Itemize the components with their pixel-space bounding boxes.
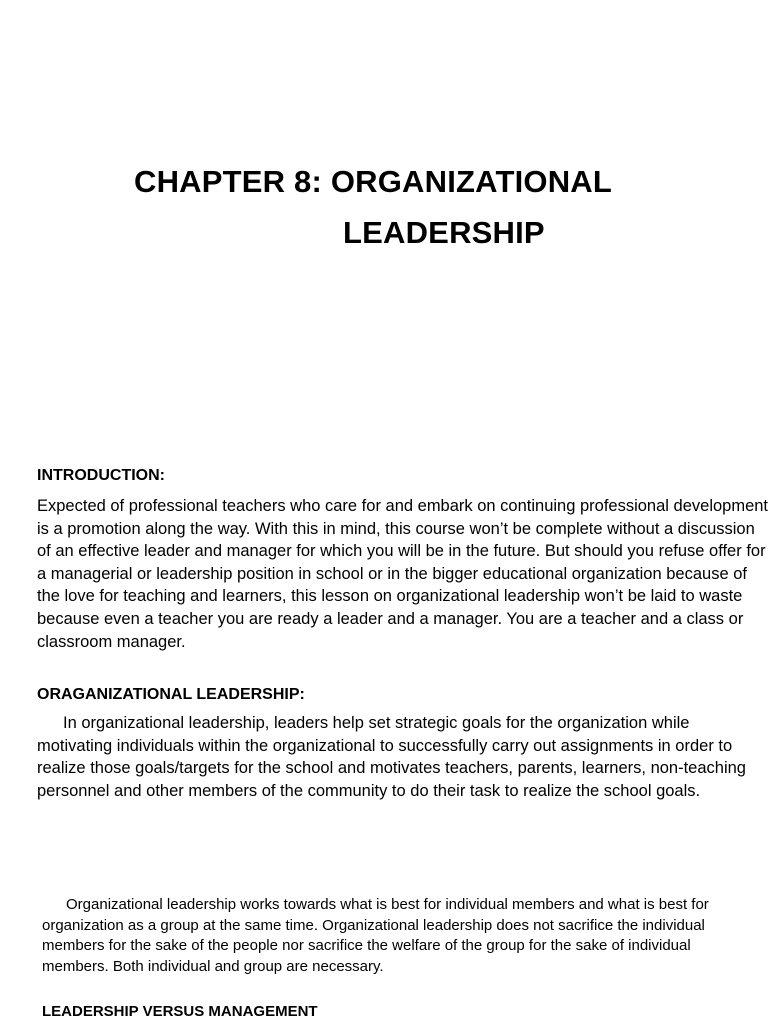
introduction-heading: INTRODUCTION: <box>37 467 165 484</box>
works-towards-paragraph: Organizational leadership works towards what is best for individual members and what is best for organization as a group at the same time. Organizational leadership does not sacrifice the individual members for the sake of the people nor sacrifice the welfare of the group for the sake of individual members. Both individual and group are necessary. <box>42 896 709 975</box>
organizational-leadership-heading: ORAGANIZATIONAL LEADERSHIP: <box>37 686 305 703</box>
leadership-versus-management-heading: LEADERSHIP VERSUS MANAGEMENT <box>42 1003 318 1020</box>
chapter-title-line-2: LEADERSHIP <box>343 215 545 250</box>
chapter-title-line-1: CHAPTER 8: ORGANIZATIONAL <box>134 164 613 199</box>
introduction-paragraph: Expected of professional teachers who care for and embark on continuing professional development is a promotion along the way. With this in mind, this course won’t be complete without a discussion of an effective leader and manager for which you will be in the future. But should you refuse offer for a managerial or leadership position in school or in the bigger educational organization because of the love for teaching and learners, this lesson on organizational leadership won’t be laid to waste because even a teacher you are ready a leader and a manager. You are a teacher and a class or classroom manager. <box>37 497 768 651</box>
organizational-leadership-paragraph: In organizational leadership, leaders help set strategic goals for the organization while motivating individuals within the organizational to successfully carry out assignments in order to realize those goals/targets for the school and motivates teachers, parents, learners, non-teaching personnel and other members of the community to do their task to realize the school goals. <box>37 714 746 800</box>
